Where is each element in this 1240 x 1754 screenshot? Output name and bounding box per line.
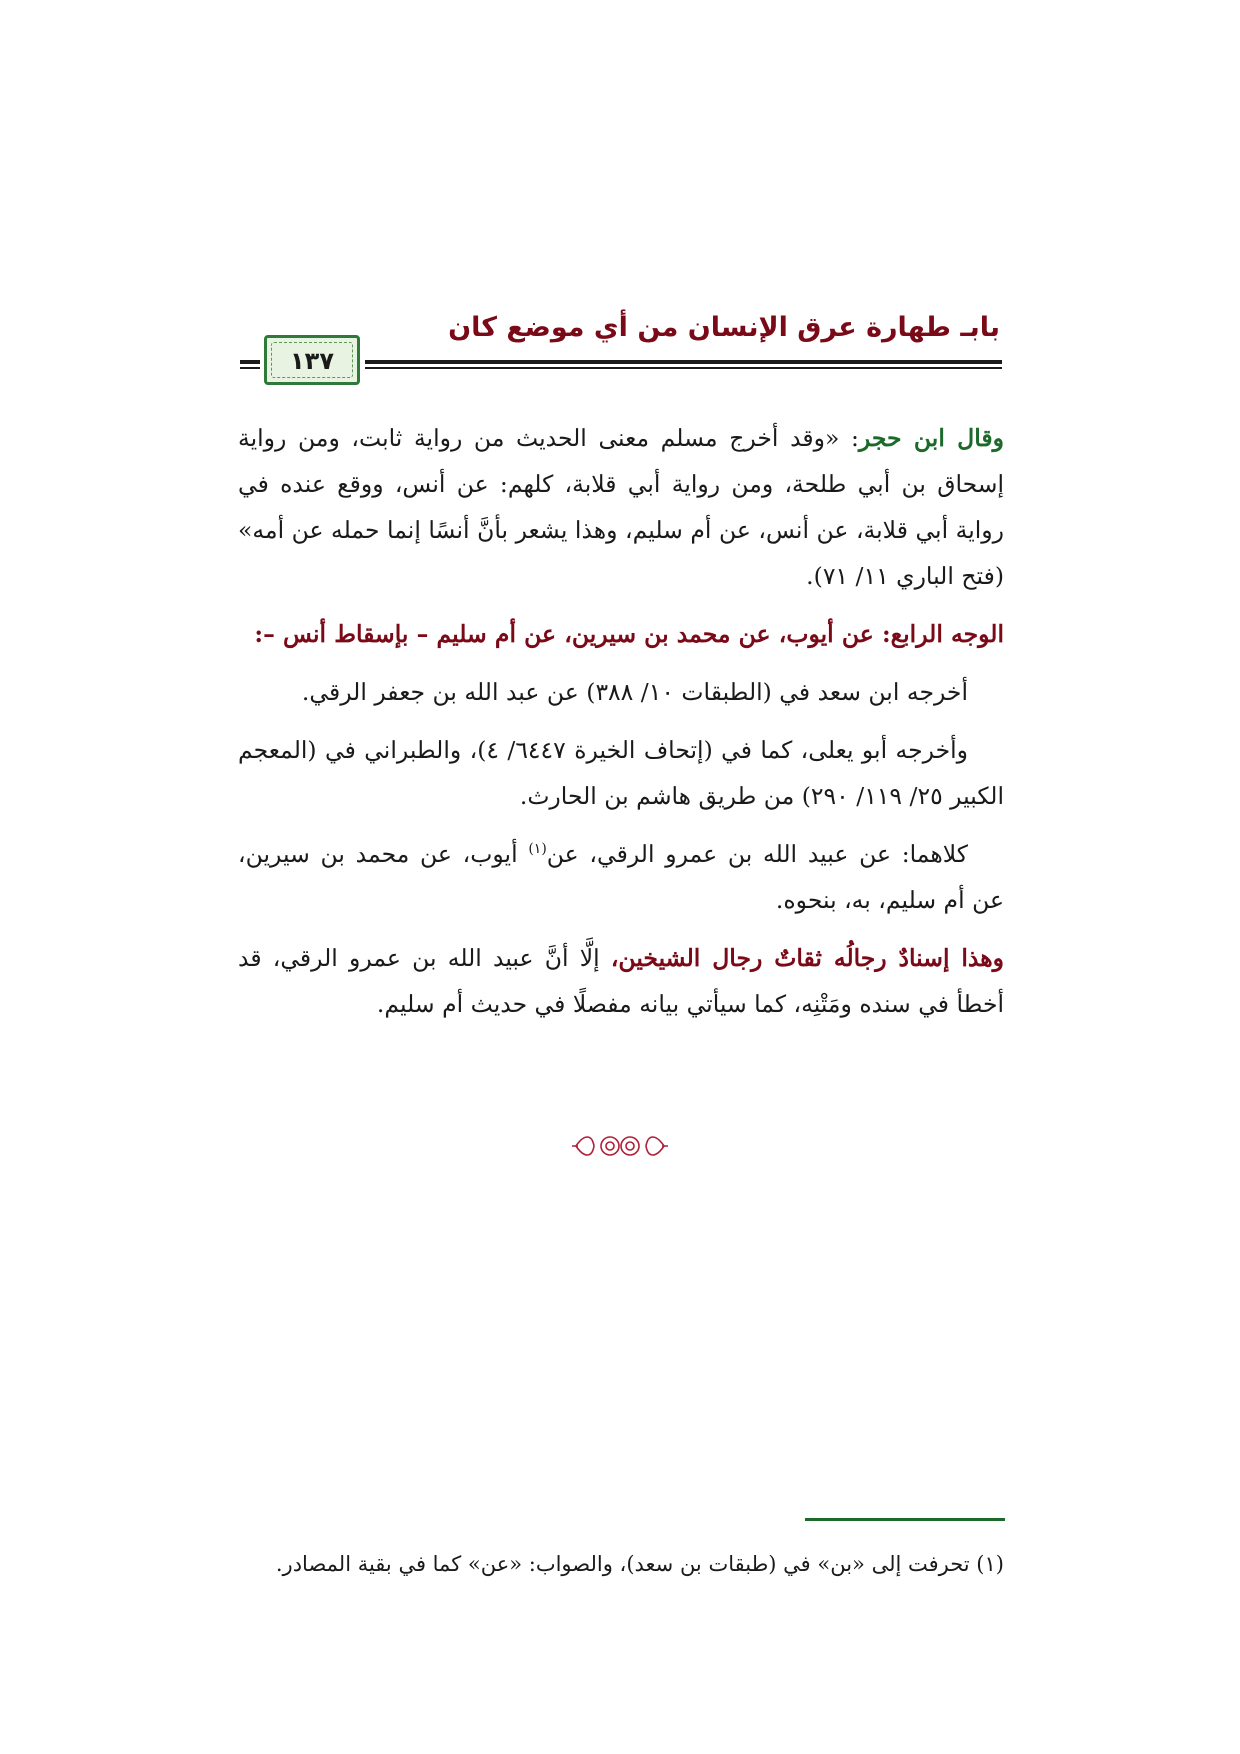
paragraph-abu-yala: وأخرجه أبو يعلى، كما في (إتحاف الخيرة ٦٤٤٧/ ٤)، والطبراني في (المعجم الكبير ٢٥/ ١١٩/ ٢٩٠) من طريق هاشم بن الحارث. [238,736,1004,810]
paragraph-ibn-saad: أخرجه ابن سعد في (الطبقات ١٠/ ٣٨٨) عن عبد الله بن جعفر الرقي. [301,678,968,706]
footnote-1: (١) تحرفت إلى «بن» في (طبقات بن سعد)، والصواب: «عن» كما في بقية المصادر. [275,1552,1004,1576]
header-rule-left-thick [240,360,260,364]
page-number: ١٣٧ [290,347,334,375]
page-number-badge [264,335,360,385]
main-text [238,415,1004,1039]
header-rule-right-thick [365,360,1002,364]
section-divider-ornament-icon [570,1130,670,1162]
header-rule-right-thin [365,367,1002,369]
footnote-ref[interactable]: (١) [528,841,547,858]
footnote-separator [805,1518,1005,1521]
speaker-label: وقال ابن حجر [858,424,1005,452]
paragraph-text: كلاهما: عن عبيد الله بن عمرو الرقي، عن [546,840,968,868]
chapter-title: بابـ طهارة عرق الإنسان من أي موضع كان [448,312,1000,343]
paragraph-isnad [238,935,1004,1027]
paragraph-text: أيوب، عن محمد بن سيرين، عن أم سليم، به، بنحوه. [238,840,1004,914]
header-rule-left-thin [240,367,260,369]
paragraph-ibn-hajar [238,415,1004,599]
paragraph-text: : «وقد أخرج مسلم معنى الحديث من رواية ثابت، ومن رواية إسحاق بن أبي طلحة، ومن رواية أبي قلابة، كلهم: عن أنس، ووقع عنده في رواية أبي قلابة، عن أنس، عن أم سليم، وهذا يشعر بأنَّ أنسًا إنما حمله عن أمه» (فتح الباري ١١/ ٧١). [238,424,1004,590]
ruling-label: وهذا إسنادٌ رجالُه ثقاتٌ رجال الشيخين، [610,944,1004,972]
section-heading: الوجه الرابع: عن أيوب، عن محمد بن سيرين، عن أم سليم – بإسقاط أنس –: [254,620,1004,648]
paragraph-both [238,831,1004,923]
paragraph-text: إلَّا أنَّ عبيد الله بن عمرو الرقي، قد أخطأ في سنده ومَتْنِه، كما سيأتي بيانه مفصلًا في حديث أم سليم. [238,944,1004,1018]
